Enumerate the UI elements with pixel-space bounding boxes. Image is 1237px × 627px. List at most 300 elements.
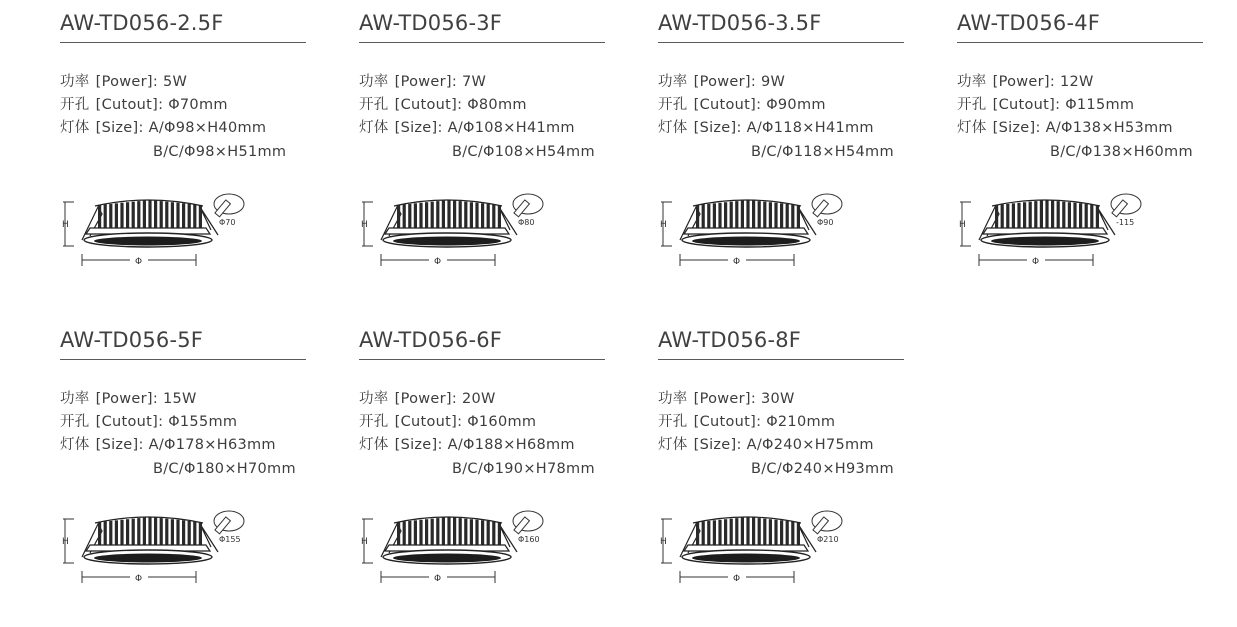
cutout-hole-label: Φ160 bbox=[518, 535, 540, 544]
diameter-label: Φ bbox=[733, 257, 741, 267]
heatsink-fin bbox=[104, 521, 107, 545]
downlight-drawing bbox=[60, 507, 260, 597]
heatsink-fin bbox=[1023, 202, 1026, 228]
downlight-diagram bbox=[60, 190, 260, 280]
spec-list bbox=[658, 388, 906, 481]
size-row bbox=[658, 434, 906, 457]
heatsink-fin bbox=[160, 518, 163, 545]
title-divider bbox=[359, 42, 605, 43]
cutout-value: Φ70mm bbox=[168, 97, 228, 114]
heatsink-fin bbox=[425, 519, 428, 545]
power-label-en: [Power]: bbox=[693, 391, 757, 407]
model-name: AW-TD056-8F bbox=[658, 328, 802, 352]
cutout-row bbox=[957, 94, 1205, 117]
heatsink-fin bbox=[154, 201, 157, 228]
heatsink-fin bbox=[408, 521, 411, 545]
heatsink-fin bbox=[115, 203, 118, 228]
trim-inner bbox=[692, 237, 800, 246]
cutout-hole-label: Φ155 bbox=[219, 535, 241, 544]
heatsink-fin bbox=[414, 520, 417, 545]
heatsink-fin bbox=[154, 518, 157, 545]
power-row bbox=[957, 71, 1205, 94]
size-label: 灯体 bbox=[60, 120, 90, 137]
heatsink-fin bbox=[1040, 201, 1043, 228]
heatsink-fin bbox=[763, 519, 766, 545]
cutout-row bbox=[60, 94, 308, 117]
height-label: H bbox=[361, 220, 368, 230]
heatsink-fin bbox=[109, 521, 112, 545]
heatsink-fin bbox=[419, 203, 422, 228]
cutout-label: 开孔 bbox=[359, 97, 389, 114]
power-value: 30W bbox=[760, 391, 795, 407]
trim-inner bbox=[991, 237, 1099, 246]
diameter-label: Φ bbox=[1032, 257, 1040, 267]
model-name: AW-TD056-5F bbox=[60, 328, 204, 352]
heatsink-fin bbox=[403, 521, 406, 545]
heatsink-fin bbox=[481, 203, 484, 228]
cutout-icon bbox=[1111, 194, 1141, 217]
heatsink-fin bbox=[171, 519, 174, 545]
size-label: 灯体 bbox=[60, 437, 90, 454]
product-card bbox=[359, 327, 607, 627]
heatsink-fin bbox=[447, 200, 450, 228]
heatsink-fin bbox=[199, 205, 202, 228]
heatsink-fin bbox=[408, 204, 411, 228]
heatsink-fin bbox=[148, 517, 151, 545]
heatsink-fin bbox=[176, 203, 179, 228]
cutout-hole-label: -115 bbox=[1116, 218, 1135, 227]
cutout-value: Φ80mm bbox=[467, 97, 527, 114]
size-a-value: A/Φ118×H41mm bbox=[746, 120, 874, 137]
downlight-diagram bbox=[957, 190, 1157, 280]
model-name: AW-TD056-2.5F bbox=[60, 11, 224, 35]
heatsink-fin bbox=[498, 205, 501, 228]
heatsink-fins bbox=[98, 517, 202, 545]
cutout-icon bbox=[513, 511, 543, 534]
trim-inner bbox=[692, 554, 800, 563]
heatsink-fin bbox=[199, 522, 202, 545]
cutout-icon bbox=[214, 511, 244, 534]
heatsink-fin bbox=[730, 202, 733, 228]
heatsink-fin bbox=[475, 203, 478, 228]
cutout-label-en: [Cutout]: bbox=[394, 414, 463, 431]
heatsink-fin bbox=[143, 201, 146, 228]
trim-inner bbox=[94, 237, 202, 246]
size-bc-value: B/C/Φ180×H70mm bbox=[153, 460, 296, 477]
power-value: 7W bbox=[461, 74, 487, 90]
heatsink-fin bbox=[702, 204, 705, 228]
heatsink-fin bbox=[769, 202, 772, 228]
size-label-en: [Size]: bbox=[693, 120, 742, 137]
cutout-hole-label: Φ90 bbox=[817, 218, 834, 227]
cutout-hole-label: Φ80 bbox=[518, 218, 535, 227]
cutout-label-en: [Cutout]: bbox=[992, 97, 1061, 114]
heatsink-fin bbox=[120, 203, 123, 228]
power-row bbox=[658, 388, 906, 411]
heatsink-fin bbox=[160, 201, 163, 228]
size-bc-row bbox=[60, 141, 308, 164]
power-label-en: [Power]: bbox=[394, 74, 458, 90]
product-card bbox=[359, 10, 607, 310]
power-row bbox=[60, 388, 308, 411]
downlight-drawing bbox=[359, 507, 559, 597]
cutout-icon bbox=[214, 194, 244, 217]
heatsink-fin bbox=[735, 201, 738, 228]
heatsink-fin bbox=[1017, 203, 1020, 228]
heatsink-fin bbox=[1096, 205, 1099, 228]
downlight-drawing bbox=[658, 190, 858, 280]
size-label-en: [Size]: bbox=[95, 120, 144, 137]
heatsink-fin bbox=[447, 517, 450, 545]
heatsink-fin bbox=[1057, 201, 1060, 228]
cutout-label-en: [Cutout]: bbox=[693, 97, 762, 114]
heatsink-fin bbox=[182, 520, 185, 545]
heatsink-fin bbox=[995, 205, 998, 228]
heatsink-fin bbox=[431, 202, 434, 228]
heatsink-fin bbox=[1079, 203, 1082, 228]
heatsink-fin bbox=[1001, 204, 1004, 228]
heatsink-fin bbox=[786, 521, 789, 545]
heatsink-fin bbox=[148, 200, 151, 228]
heatsink-fin bbox=[132, 202, 135, 228]
size-label-en: [Size]: bbox=[992, 120, 1041, 137]
heatsink-fins bbox=[696, 200, 800, 228]
heatsink-fin bbox=[193, 204, 196, 228]
size-row bbox=[957, 117, 1205, 140]
power-value: 5W bbox=[162, 74, 188, 90]
heatsink-fin bbox=[176, 520, 179, 545]
height-label: H bbox=[62, 220, 69, 230]
heatsink-fin bbox=[718, 520, 721, 545]
heatsink-fin bbox=[1085, 204, 1088, 228]
heatsink-fins bbox=[995, 200, 1099, 228]
height-label: H bbox=[660, 537, 667, 547]
heatsink-fin bbox=[696, 205, 699, 228]
heatsink-fin bbox=[1073, 203, 1076, 228]
heatsink-fin bbox=[464, 202, 467, 228]
heatsink-fin bbox=[769, 519, 772, 545]
size-a-value: A/Φ240×H75mm bbox=[746, 437, 874, 454]
cutout-value: Φ160mm bbox=[467, 414, 537, 431]
model-name: AW-TD056-3F bbox=[359, 11, 503, 35]
heatsink-fin bbox=[143, 518, 146, 545]
cutout-label: 开孔 bbox=[658, 97, 688, 114]
heatsink-fin bbox=[487, 204, 490, 228]
heatsink-fin bbox=[758, 201, 761, 228]
heatsink-fin bbox=[746, 517, 749, 545]
downlight-drawing bbox=[60, 190, 260, 280]
heatsink-fin bbox=[459, 518, 462, 545]
trim-inner bbox=[393, 237, 501, 246]
size-row bbox=[60, 117, 308, 140]
cutout-label: 开孔 bbox=[658, 414, 688, 431]
heatsink-fin bbox=[436, 518, 439, 545]
downlight-diagram bbox=[60, 507, 260, 597]
cutout-label-en: [Cutout]: bbox=[95, 414, 164, 431]
heatsink-fins bbox=[98, 200, 202, 228]
size-label-en: [Size]: bbox=[95, 437, 144, 454]
cutout-icon bbox=[513, 194, 543, 217]
heatsink-fin bbox=[188, 521, 191, 545]
heatsink-fins bbox=[397, 517, 501, 545]
heatsink-fin bbox=[1029, 202, 1032, 228]
diameter-label: Φ bbox=[434, 257, 442, 267]
heatsink-fin bbox=[492, 521, 495, 545]
cutout-row bbox=[60, 411, 308, 434]
spec-list bbox=[60, 388, 308, 481]
power-label-en: [Power]: bbox=[95, 391, 159, 407]
heatsink-fin bbox=[182, 203, 185, 228]
cutout-row bbox=[359, 411, 607, 434]
heatsink-fin bbox=[403, 204, 406, 228]
heatsink-fin bbox=[442, 201, 445, 228]
cutout-row bbox=[359, 94, 607, 117]
cutout-value: Φ155mm bbox=[168, 414, 238, 431]
cutout-label-en: [Cutout]: bbox=[693, 414, 762, 431]
heatsink-fin bbox=[741, 518, 744, 545]
spec-list bbox=[359, 388, 607, 481]
heatsink-fin bbox=[696, 522, 699, 545]
diameter-label: Φ bbox=[733, 574, 741, 584]
heatsink-fin bbox=[431, 519, 434, 545]
downlight-diagram bbox=[359, 507, 559, 597]
power-label-en: [Power]: bbox=[992, 74, 1056, 90]
power-value: 15W bbox=[162, 391, 197, 407]
power-label: 功率 bbox=[60, 391, 90, 407]
height-label: H bbox=[959, 220, 966, 230]
heatsink-fin bbox=[1090, 204, 1093, 228]
heatsink-fin bbox=[1045, 200, 1048, 228]
power-label-en: [Power]: bbox=[394, 391, 458, 407]
heatsink-fin bbox=[487, 521, 490, 545]
heatsink-fin bbox=[1012, 203, 1015, 228]
power-label: 功率 bbox=[658, 391, 688, 407]
size-row bbox=[658, 117, 906, 140]
size-label: 灯体 bbox=[658, 120, 688, 137]
heatsink-fin bbox=[137, 518, 140, 545]
product-card bbox=[60, 10, 308, 310]
title-divider bbox=[60, 42, 306, 43]
size-bc-value: B/C/Φ190×H78mm bbox=[452, 460, 595, 477]
diameter-label: Φ bbox=[135, 257, 143, 267]
downlight-drawing bbox=[957, 190, 1157, 280]
title-divider bbox=[658, 359, 904, 360]
heatsink-fin bbox=[752, 201, 755, 228]
heatsink-fin bbox=[498, 522, 501, 545]
size-row bbox=[60, 434, 308, 457]
trim-inner bbox=[94, 554, 202, 563]
title-divider bbox=[359, 359, 605, 360]
model-name: AW-TD056-3.5F bbox=[658, 11, 822, 35]
heatsink-fin bbox=[1062, 202, 1065, 228]
heatsink-fin bbox=[702, 521, 705, 545]
heatsink-fin bbox=[442, 518, 445, 545]
downlight-drawing bbox=[359, 190, 559, 280]
cutout-row bbox=[658, 411, 906, 434]
cutout-icon bbox=[812, 194, 842, 217]
heatsink-fin bbox=[707, 204, 710, 228]
spec-list bbox=[957, 71, 1205, 164]
heatsink-fin bbox=[397, 205, 400, 228]
size-label: 灯体 bbox=[359, 437, 389, 454]
power-label: 功率 bbox=[658, 74, 688, 90]
power-label: 功率 bbox=[359, 391, 389, 407]
size-a-value: A/Φ178×H63mm bbox=[148, 437, 276, 454]
cutout-row bbox=[658, 94, 906, 117]
size-bc-row bbox=[658, 141, 906, 164]
heatsink-fin bbox=[1051, 201, 1054, 228]
power-label: 功率 bbox=[957, 74, 987, 90]
heatsink-fin bbox=[713, 203, 716, 228]
size-a-value: A/Φ98×H40mm bbox=[148, 120, 267, 137]
heatsink-fin bbox=[763, 202, 766, 228]
model-name: AW-TD056-6F bbox=[359, 328, 503, 352]
size-bc-value: B/C/Φ240×H93mm bbox=[751, 460, 894, 477]
heatsink-fin bbox=[137, 201, 140, 228]
heatsink-fin bbox=[188, 204, 191, 228]
heatsink-fin bbox=[109, 204, 112, 228]
size-row bbox=[359, 117, 607, 140]
size-bc-value: B/C/Φ98×H51mm bbox=[153, 143, 287, 160]
size-a-value: A/Φ108×H41mm bbox=[447, 120, 575, 137]
heatsink-fin bbox=[735, 518, 738, 545]
heatsink-fin bbox=[718, 203, 721, 228]
power-row bbox=[658, 71, 906, 94]
trim-inner bbox=[393, 554, 501, 563]
spec-list bbox=[60, 71, 308, 164]
size-label: 灯体 bbox=[957, 120, 987, 137]
cutout-value: Φ210mm bbox=[766, 414, 836, 431]
height-label: H bbox=[361, 537, 368, 547]
heatsink-fin bbox=[436, 201, 439, 228]
cutout-label-en: [Cutout]: bbox=[95, 97, 164, 114]
product-card bbox=[658, 327, 906, 627]
power-label-en: [Power]: bbox=[693, 74, 757, 90]
size-row bbox=[359, 434, 607, 457]
heatsink-fin bbox=[791, 204, 794, 228]
heatsink-fin bbox=[193, 521, 196, 545]
downlight-diagram bbox=[359, 190, 559, 280]
size-bc-row bbox=[658, 458, 906, 481]
size-bc-row bbox=[359, 458, 607, 481]
heatsink-fin bbox=[780, 203, 783, 228]
size-label-en: [Size]: bbox=[693, 437, 742, 454]
size-bc-row bbox=[957, 141, 1205, 164]
spec-list bbox=[658, 71, 906, 164]
heatsink-fin bbox=[492, 204, 495, 228]
heatsink-fin bbox=[165, 202, 168, 228]
title-divider bbox=[957, 42, 1203, 43]
height-label: H bbox=[62, 537, 69, 547]
heatsink-fin bbox=[746, 200, 749, 228]
cutout-label: 开孔 bbox=[60, 414, 90, 431]
heatsink-fin bbox=[464, 519, 467, 545]
heatsink-fin bbox=[1034, 201, 1037, 228]
heatsink-fin bbox=[120, 520, 123, 545]
power-value: 20W bbox=[461, 391, 496, 407]
size-a-value: A/Φ138×H53mm bbox=[1045, 120, 1173, 137]
heatsink-fin bbox=[786, 204, 789, 228]
power-row bbox=[60, 71, 308, 94]
cutout-hole-label: Φ70 bbox=[219, 218, 236, 227]
heatsink-fin bbox=[132, 519, 135, 545]
heatsink-fin bbox=[481, 520, 484, 545]
size-bc-value: B/C/Φ138×H60mm bbox=[1050, 143, 1193, 160]
downlight-drawing bbox=[658, 507, 858, 597]
size-label-en: [Size]: bbox=[394, 120, 443, 137]
heatsink-fin bbox=[414, 203, 417, 228]
heatsink-fin bbox=[419, 520, 422, 545]
heatsink-fin bbox=[797, 522, 800, 545]
power-row bbox=[359, 388, 607, 411]
heatsink-fin bbox=[707, 521, 710, 545]
cutout-label: 开孔 bbox=[359, 414, 389, 431]
downlight-diagram bbox=[658, 507, 858, 597]
power-label: 功率 bbox=[359, 74, 389, 90]
title-divider bbox=[60, 359, 306, 360]
cutout-label-en: [Cutout]: bbox=[394, 97, 463, 114]
product-card bbox=[60, 327, 308, 627]
size-label: 灯体 bbox=[359, 120, 389, 137]
size-label: 灯体 bbox=[658, 437, 688, 454]
heatsink-fin bbox=[126, 519, 129, 545]
heatsink-fin bbox=[475, 520, 478, 545]
heatsink-fin bbox=[453, 518, 456, 545]
heatsink-fin bbox=[791, 521, 794, 545]
downlight-diagram bbox=[658, 190, 858, 280]
heatsink-fin bbox=[752, 518, 755, 545]
model-name: AW-TD056-4F bbox=[957, 11, 1101, 35]
heatsink-fin bbox=[98, 522, 101, 545]
heatsink-fin bbox=[459, 201, 462, 228]
product-card bbox=[658, 10, 906, 310]
cutout-value: Φ115mm bbox=[1065, 97, 1135, 114]
size-bc-row bbox=[60, 458, 308, 481]
heatsink-fin bbox=[780, 520, 783, 545]
heatsink-fin bbox=[470, 519, 473, 545]
heatsink-fin bbox=[774, 203, 777, 228]
heatsink-fin bbox=[453, 201, 456, 228]
cutout-label: 开孔 bbox=[957, 97, 987, 114]
heatsink-fin bbox=[724, 202, 727, 228]
heatsink-fin bbox=[1068, 202, 1071, 228]
power-label-en: [Power]: bbox=[95, 74, 159, 90]
heatsink-fin bbox=[115, 520, 118, 545]
heatsink-fin bbox=[470, 202, 473, 228]
heatsink-fins bbox=[397, 200, 501, 228]
heatsink-fin bbox=[165, 519, 168, 545]
diameter-label: Φ bbox=[434, 574, 442, 584]
heatsink-fin bbox=[741, 201, 744, 228]
diameter-label: Φ bbox=[135, 574, 143, 584]
cutout-hole-label: Φ210 bbox=[817, 535, 839, 544]
size-a-value: A/Φ188×H68mm bbox=[447, 437, 575, 454]
cutout-icon bbox=[812, 511, 842, 534]
heatsink-fin bbox=[774, 520, 777, 545]
size-bc-value: B/C/Φ108×H54mm bbox=[452, 143, 595, 160]
heatsink-fin bbox=[126, 202, 129, 228]
power-value: 12W bbox=[1059, 74, 1094, 90]
heatsink-fin bbox=[425, 202, 428, 228]
product-card bbox=[957, 10, 1205, 310]
heatsink-fin bbox=[98, 205, 101, 228]
power-row bbox=[359, 71, 607, 94]
size-bc-row bbox=[359, 141, 607, 164]
heatsink-fin bbox=[724, 519, 727, 545]
size-bc-value: B/C/Φ118×H54mm bbox=[751, 143, 894, 160]
heatsink-fin bbox=[797, 205, 800, 228]
cutout-label: 开孔 bbox=[60, 97, 90, 114]
